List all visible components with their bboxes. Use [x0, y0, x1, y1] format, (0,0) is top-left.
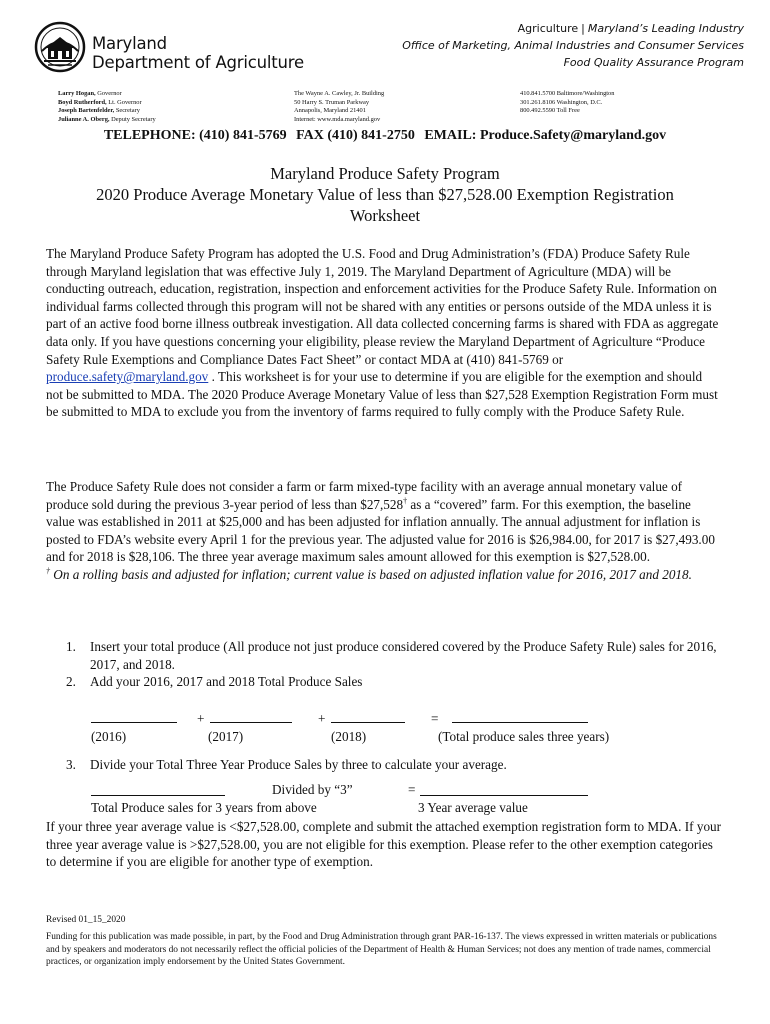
input-2016[interactable]: [91, 722, 177, 723]
phone-line: 410.841.5700 Baltimore/Washington: [520, 90, 615, 97]
plus-sign: +: [318, 711, 326, 726]
address-block: [294, 90, 384, 124]
footnote: † On a rolling basis and adjusted for inflation; current value is based on adjusted inflation value for 2016, 2017 and 2018.: [46, 566, 692, 582]
input-average[interactable]: [420, 795, 588, 796]
intro-text: The Maryland Produce Safety Program has adopted the U.S. Food and Drug Administration’s (FDA) Produce Safety Rule through Maryland legislation that was effective July 1, 2019. The Maryland Department of Agriculture (MDA) will be conducting outreach, education, registration, inspection and enforcement activities for the Produce Safety Rule. Information on individual farms collected through this program will not be shared with any entities or persons outside of the MDA unless it is part of an active food borne illness outbreak investigation. All data collected concerning farms is shared with FDA as aggregate data only. If you have questions concerning your eligibility, please review the Maryland Department of Agriculture “Produce Safety Rule Exemptions and Compliance Dates Fact Sheet” or contact MDA at (410) 841-5769 or: [46, 246, 719, 367]
website-line: Internet: www.mda.maryland.gov: [294, 115, 381, 123]
mda-seal-logo: [34, 21, 86, 73]
input-three-year-total[interactable]: [452, 722, 588, 723]
tagline: Maryland’s Leading Industry: [587, 22, 744, 35]
label-average: 3 Year average value: [418, 800, 528, 815]
steps-list: [66, 638, 722, 691]
program-name: Food Quality Assurance Program: [563, 56, 744, 69]
revision-date: Revised 01_15_2020: [46, 915, 126, 925]
title-line1: Maryland Produce Safety Program: [270, 164, 500, 183]
divided-by-label: Divided by “3”: [272, 782, 353, 797]
label-2018: (2018): [331, 729, 367, 744]
title-line2: 2020 Produce Average Monetary Value of less than $27,528.00 Exemption Registration: [96, 185, 674, 204]
title-line3: Worksheet: [349, 206, 421, 225]
address-line: The Wayne A. Cawley, Jr. Building: [294, 90, 385, 97]
equals-sign: =: [431, 711, 439, 726]
letterhead-right: Agriculture | Maryland’s Leading Industry Office of Marketing, Animal Industries and Consumer Services Food Quality Assurance Program: [402, 22, 744, 69]
input-2018[interactable]: [331, 722, 405, 723]
step-1: 1. Insert your total produce (All produce not just produce considered covered by the Produce Safety Rule) sales for 2016, 2017, and 2018.: [66, 639, 717, 672]
contact-line: [0, 127, 770, 145]
phone-line: 301.261.8106 Washington, D.C.: [520, 98, 603, 106]
official-row: Joseph Bartenfelder, Secretary: [58, 107, 140, 115]
intro-paragraph: [46, 245, 722, 421]
dagger-mark: †: [403, 496, 408, 506]
email-text: EMAIL: Produce.Safety@maryland.gov: [424, 128, 667, 143]
step-3: 3. Divide your Total Three Year Produce Sales by three to calculate your average.: [66, 757, 507, 772]
rule-paragraph: [46, 478, 722, 584]
intro-text-cont: . This worksheet is for your use to determine if you are eligible for the exemption and should not be submitted to MDA. The 2020 Produce Average Monetary Value of less than $27,528 Exemption Registration Form must be submitted to MDA to exclude you from the inventory of farms required to fully comply with the Produce Safety Rule.: [46, 369, 718, 420]
conclusion-paragraph: If your three year average value is <$27,528.00, complete and submit the attached exemption registration form to MDA. If your three year average value is >$27,528.00, you are not eligible for this exemption. Please refer to the other exemption categories to determine if you are eligible for another type of exemption.: [46, 819, 722, 870]
equals-sign: =: [408, 782, 416, 797]
document-title: [40, 163, 730, 226]
input-2017[interactable]: [210, 722, 292, 723]
official-row: Boyd Rutherford, Lt. Governor: [58, 98, 142, 106]
step-2: 2. Add your 2016, 2017 and 2018 Total Produce Sales: [66, 674, 363, 690]
fax-text: FAX (410) 841-2750: [296, 128, 415, 143]
official-row: Larry Hogan, Governor: [58, 90, 122, 97]
office-name: Office of Marketing, Animal Industries and Consumer Services: [402, 39, 744, 52]
official-row: Julianne A. Oberg, Deputy Secretary: [58, 115, 156, 123]
address-line: Annapolis, Maryland 21401: [294, 107, 366, 115]
phone-line: 800.492.5590 Toll Free: [520, 107, 580, 115]
officials-list: [58, 90, 156, 124]
label-total-sales: Total Produce sales for 3 years from above: [91, 800, 317, 815]
label-2016: (2016): [91, 729, 127, 744]
funding-disclaimer: Funding for this publication was made possible, in part, by the Food and Drug Administration through grant PAR-16-137. The views expressed in written materials or publications and by speakers and moderators do not necessarily reflect the official policies of the Department of Health & Human Services; not does any mention of trade names, commercial practices, or organization imply endorsement by the United States Government.: [46, 932, 717, 967]
org-name-line2: Department of Agriculture: [92, 53, 304, 72]
org-name: [92, 34, 304, 72]
agency-label: Agriculture: [517, 22, 579, 35]
email-link[interactable]: produce.safety@maryland.gov: [46, 369, 209, 385]
label-2017: (2017): [208, 729, 244, 744]
input-total-sales[interactable]: [91, 795, 225, 796]
rule-text-cont: as a “covered” farm. For this exemption, the baseline value was established in 2011 at $25,000 and has been adjusted for inflation annually. The annual adjustment for inflation is posted to FDA’s website every April 1 for the previous year. The adjusted value for 2016 is $26,984.00, for 2017 is $27,493.00 and for 2018 is $28,106. The three year average maximum sales amount allowed for this exemption is $27,528.00.: [46, 496, 715, 565]
phone-block: [520, 90, 614, 116]
address-line: 50 Harry S. Truman Parkway: [294, 98, 370, 106]
label-total: (Total produce sales three years): [438, 729, 610, 744]
steps-list-cont: [66, 756, 722, 774]
org-name-line1: Maryland: [92, 34, 167, 53]
rule-text: The Produce Safety Rule does not consider a farm or farm mixed-type facility with an average annual monetary value of produce sold during the previous 3-year period of less than $27,528: [46, 479, 683, 512]
plus-sign: +: [197, 711, 205, 726]
telephone-text: TELEPHONE: (410) 841-5769: [103, 128, 287, 143]
